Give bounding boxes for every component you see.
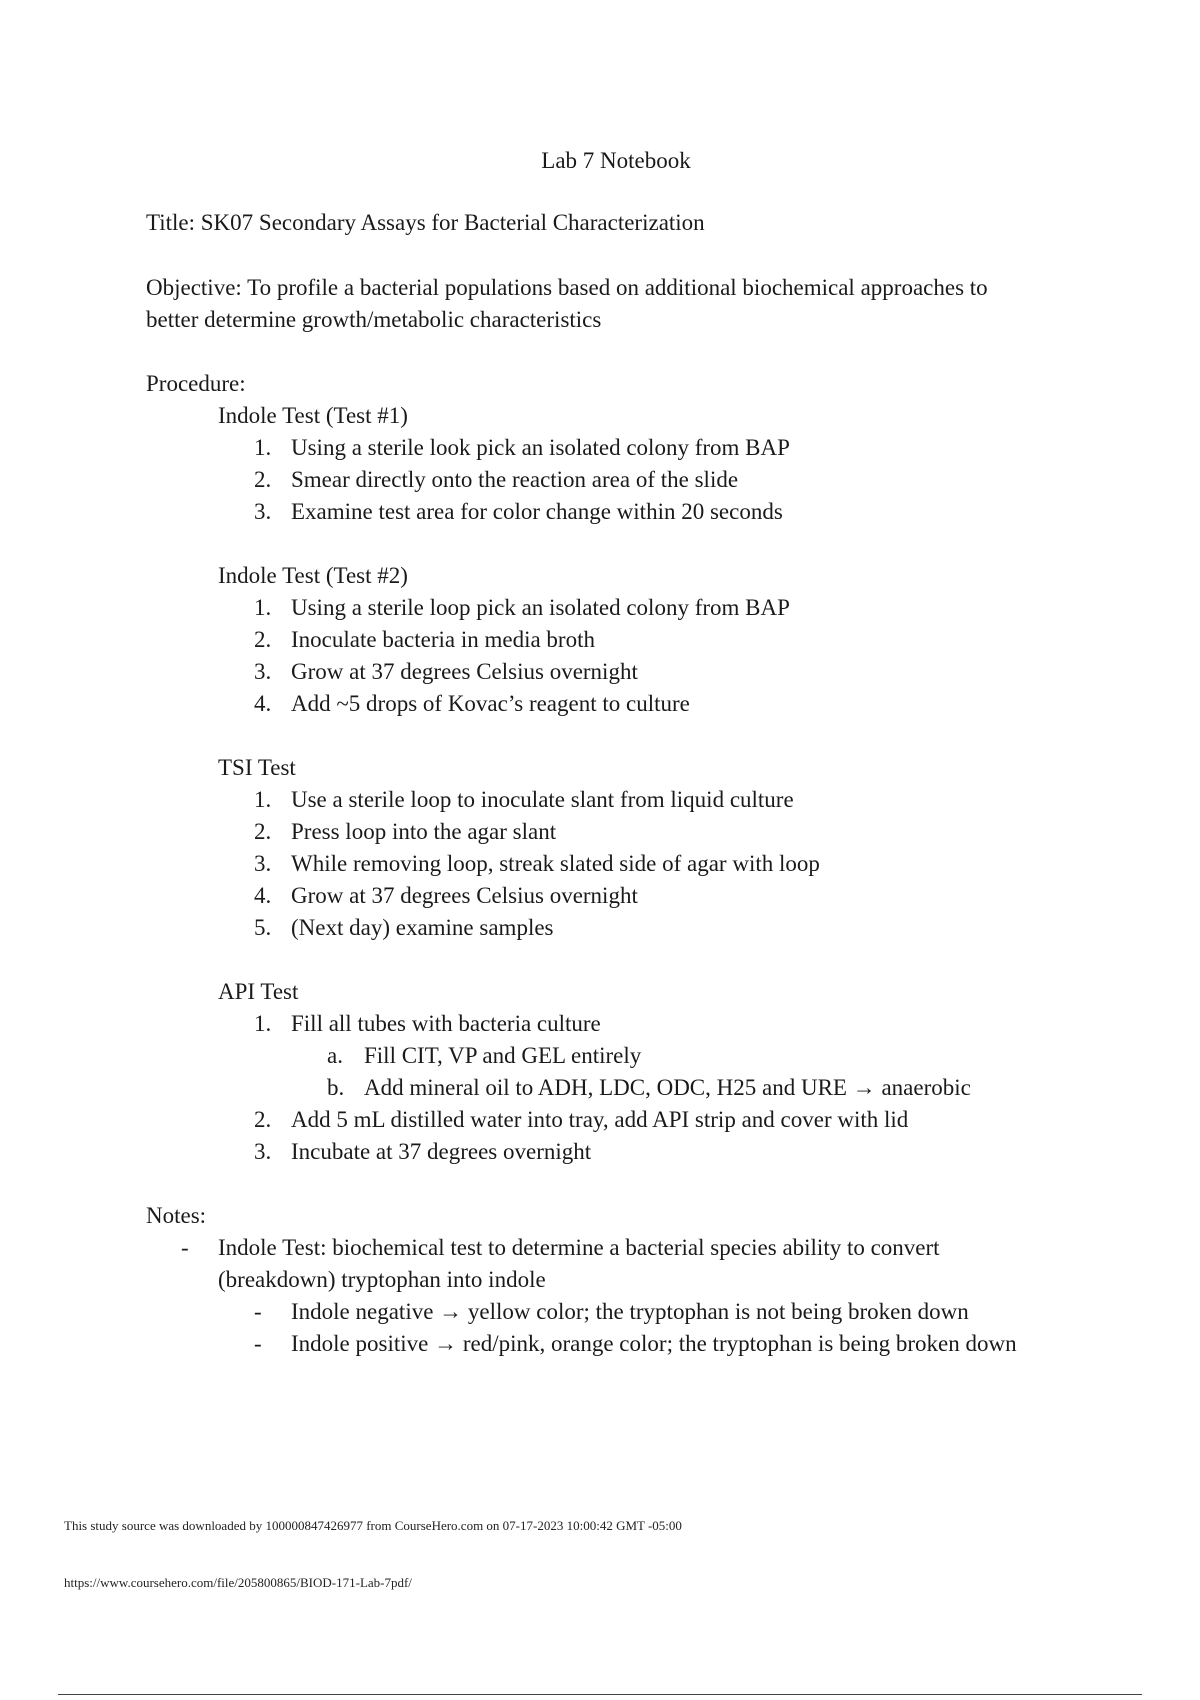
list-item-number: 1.: [254, 595, 272, 620]
note-sub-item-indole-positive: Indole positive → red/pink, orange color; the tryptophan is being broken down: [291, 1331, 1017, 1356]
list-item-number: 2.: [254, 1107, 272, 1132]
objective-line-2: better determine growth/metabolic characteristics: [146, 307, 602, 332]
sub-list-item-letter: b.: [327, 1075, 345, 1100]
procedure-heading: Procedure:: [146, 371, 246, 396]
sub-list-item: Fill CIT, VP and GEL entirely: [364, 1043, 642, 1068]
list-item: (Next day) examine samples: [291, 915, 554, 940]
list-item: Inoculate bacteria in media broth: [291, 627, 595, 652]
list-item: Fill all tubes with bacteria culture: [291, 1011, 601, 1036]
list-item: Add 5 mL distilled water into tray, add API strip and cover with lid: [291, 1107, 909, 1132]
list-item-number: 2.: [254, 819, 272, 844]
list-item-number: 4.: [254, 691, 272, 716]
list-item-number: 1.: [254, 1011, 272, 1036]
bullet-dash: -: [254, 1299, 262, 1324]
list-item-number: 3.: [254, 659, 272, 684]
download-source-note: This study source was downloaded by 100000847426977 from CourseHero.com on 07-17-2023 10:00:42 GMT -05:00: [64, 1518, 682, 1533]
list-item: Grow at 37 degrees Celsius overnight: [291, 659, 638, 684]
indole-test-1-heading: Indole Test (Test #1): [218, 403, 408, 428]
list-item: While removing loop, streak slated side of agar with loop: [291, 851, 820, 876]
list-item: Examine test area for color change within 20 seconds: [291, 499, 783, 524]
document-title: Lab 7 Notebook: [541, 148, 691, 173]
objective-line-1: Objective: To profile a bacterial populations based on additional biochemical approaches to: [146, 275, 988, 300]
tsi-test-heading: TSI Test: [218, 755, 296, 780]
list-item: Smear directly onto the reaction area of the slide: [291, 467, 739, 492]
list-item: Use a sterile loop to inoculate slant from liquid culture: [291, 787, 794, 812]
bullet-dash: -: [181, 1235, 189, 1260]
bullet-dash: -: [254, 1331, 262, 1356]
note-bullet-line-1: Indole Test: biochemical test to determine a bacterial species ability to convert: [218, 1235, 940, 1260]
notes-heading: Notes:: [146, 1203, 207, 1228]
sub-list-item: Add mineral oil to ADH, LDC, ODC, H25 and URE → anaerobic: [364, 1075, 971, 1100]
list-item: Incubate at 37 degrees overnight: [291, 1139, 592, 1164]
note-bullet-line-2: (breakdown) tryptophan into indole: [218, 1267, 546, 1292]
page-bottom-divider: [58, 1694, 1142, 1695]
sub-list-item-letter: a.: [327, 1043, 343, 1068]
indole-test-2-heading: Indole Test (Test #2): [218, 563, 408, 588]
source-url: https://www.coursehero.com/file/205800865/BIOD-171-Lab-7pdf/: [64, 1575, 412, 1590]
list-item: Press loop into the agar slant: [291, 819, 557, 844]
list-item-number: 5.: [254, 915, 272, 940]
list-item-number: 1.: [254, 787, 272, 812]
list-item-number: 2.: [254, 627, 272, 652]
list-item-number: 3.: [254, 1139, 272, 1164]
list-item: Using a sterile loop pick an isolated colony from BAP: [291, 595, 790, 620]
list-item: Grow at 37 degrees Celsius overnight: [291, 883, 638, 908]
api-test-heading: API Test: [218, 979, 299, 1004]
list-item: Using a sterile look pick an isolated colony from BAP: [291, 435, 790, 460]
list-item: Add ~5 drops of Kovac’s reagent to culture: [291, 691, 690, 716]
list-item-number: 4.: [254, 883, 272, 908]
title-line: Title: SK07 Secondary Assays for Bacterial Characterization: [146, 210, 705, 235]
list-item-number: 2.: [254, 467, 272, 492]
note-sub-item-indole-negative: Indole negative → yellow color; the tryptophan is not being broken down: [291, 1299, 969, 1324]
list-item-number: 1.: [254, 435, 272, 460]
list-item-number: 3.: [254, 499, 272, 524]
list-item-number: 3.: [254, 851, 272, 876]
